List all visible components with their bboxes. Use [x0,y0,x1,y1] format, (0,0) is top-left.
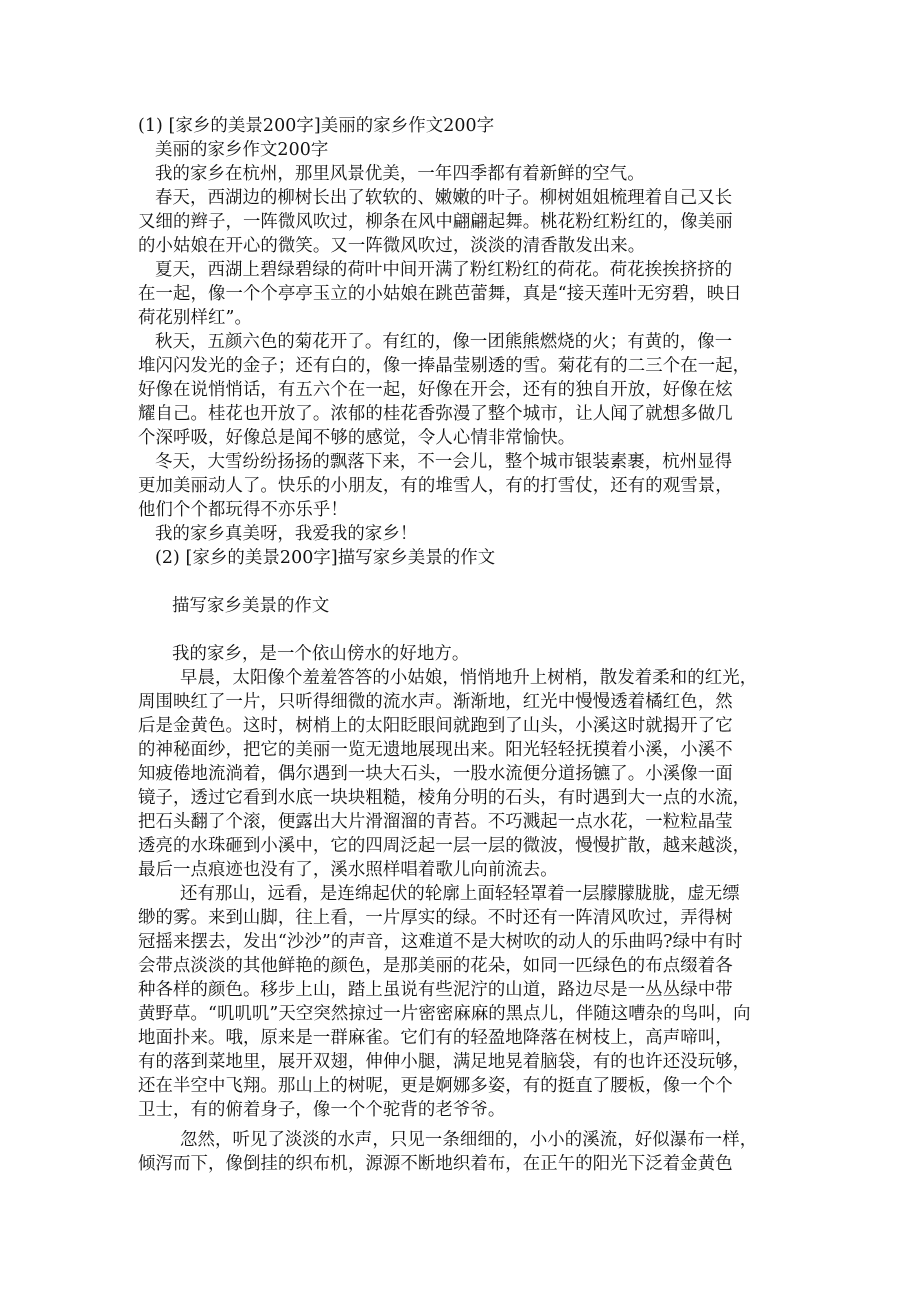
paragraph-line: 缈的雾。来到山脚，往上看，一片厚实的绿。不时还有一阵清风吹过，弄得树 [138,908,733,928]
paragraph-line: 冠摇来摆去，发出“沙沙”的声音，这难道不是大树吹的动人的乐曲吗?绿中有时 [138,932,743,952]
paragraph-line: 秋天，五颜六色的菊花开了。有红的，像一团熊熊燃烧的火；有黄的，像一 [155,332,733,352]
paragraph-line: 透亮的水珠砸到小溪中，它的四周泛起一层一层的微波，慢慢扩散，越来越淡， [138,836,751,856]
paragraph-line: 有的落到菜地里，展开双翅，伸伸小腿，满足地晃着脑袋，有的也许还没玩够， [138,1052,751,1072]
paragraph-line: 个深呼吸，好像总是闻不够的感觉，令人心情非常愉快。 [138,428,576,448]
paragraph-line: 地面扑来。哦，原来是一群麻雀。它们有的轻盈地降落在树枝上，高声啼叫， [138,1028,733,1048]
paragraph-line: 卫士，有的俯着身子，像一个个驼背的老爷爷。 [138,1100,506,1120]
paragraph-line: 周围映红了一片，只听得细微的流水声。渐渐地，红光中慢慢透着橘红色，然 [138,692,733,712]
paragraph-line: 又细的辫子，一阵微风吹过，柳条在风中翩翩起舞。桃花粉红粉红的，像美丽 [138,212,733,232]
paragraph-line: 知疲倦地流淌着，偶尔遇到一块大石头，一股水流便分道扬镳了。小溪像一面 [138,764,733,784]
section-1-title: 美丽的家乡作文200字 [155,140,329,160]
paragraph-line: 早晨，太阳像个羞羞答答的小姑娘，悄悄地升上树梢，散发着柔和的红光， [180,668,758,688]
paragraph-line: 黄野草。“叽叽叽”天空突然掠过一片密密麻麻的黑点儿，伴随这嘈杂的鸟叫，向 [138,1004,751,1024]
paragraph-line: 还有那山，远看，是连绵起伏的轮廓上面轻轻罩着一层朦朦胧胧，虚无缥 [180,884,740,904]
paragraph-line: 忽然，听见了淡淡的水声，只见一条细细的，小小的溪流，好似瀑布一样， [180,1130,758,1150]
paragraph-line: 荷花别样红”。 [138,308,252,328]
paragraph-line: 他们个个都玩得不亦乐乎！ [138,500,348,520]
paragraph-line: 把石头翻了个滚，便露出大片滑溜溜的青苔。不巧溅起一点水花，一粒粒晶莹 [138,812,733,832]
section-2-intro: 我的家乡，是一个依山傍水的好地方。 [172,644,470,664]
paragraph-line: 倾泻而下，像倒挂的织布机，源源不断地织着布，在正午的阳光下泛着金黄色 [138,1154,733,1174]
paragraph-line: 还在半空中飞翔。那山上的树呢，更是婀娜多姿，有的挺直了腰板，像一个个 [138,1076,733,1096]
section-1-heading: (1) [家乡的美景200字]美丽的家乡作文200字 [138,116,495,136]
paragraph-line: 种各样的颜色。移步上山，踏上虽说有些泥泞的山道，路边尽是一丛丛绿中带 [138,980,733,1000]
paragraph-line: 夏天，西湖上碧绿碧绿的荷叶中间开满了粉红粉红的荷花。荷花挨挨挤挤的 [155,260,733,280]
paragraph-line: 更加美丽动人了。快乐的小朋友，有的堆雪人，有的打雪仗，还有的观雪景， [138,476,733,496]
paragraph-line: 的小姑娘在开心的微笑。又一阵微风吹过，淡淡的清香散发出来。 [138,236,646,256]
paragraph-line: 我的家乡真美呀，我爱我的家乡！ [155,524,418,544]
paragraph-line: 会带点淡淡的其他鲜艳的颜色，是那美丽的花朵，如同一匹绿色的布点缀着各 [138,956,733,976]
paragraph-line: 堆闪闪发光的金子；还有白的，像一捧晶莹剔透的雪。菊花有的二三个在一起， [138,356,751,376]
paragraph-line: 最后一点痕迹也没有了，溪水照样唱着歌儿向前流去。 [138,860,558,880]
paragraph-line: 在一起，像一个个亭亭玉立的小姑娘在跳芭蕾舞，真是“接天莲叶无穷碧，映日 [138,284,742,304]
paragraph-line: 冬天，大雪纷纷扬扬的飘落下来，不一会儿，整个城市银装素裹，杭州显得 [155,452,733,472]
paragraph-line: 后是金黄色。这时，树梢上的太阳眨眼间就跑到了山头，小溪这时就揭开了它 [138,716,733,736]
paragraph-line: 的神秘面纱，把它的美丽一览无遗地展现出来。阳光轻轻抚摸着小溪，小溪不 [138,740,733,760]
section-2-title: 描写家乡美景的作文 [172,596,330,616]
paragraph-line: 好像在说悄悄话，有五六个在一起，好像在开会，还有的独自开放，好像在炫 [138,380,733,400]
paragraph-line: 春天，西湖边的柳树长出了软软的、嫩嫩的叶子。柳树姐姐梳理着自己又长 [155,188,733,208]
section-2-heading: (2) [家乡的美景200字]描写家乡美景的作文 [155,548,496,568]
paragraph-line: 我的家乡在杭州，那里风景优美，一年四季都有着新鲜的空气。 [155,164,645,184]
paragraph-line: 耀自己。桂花也开放了。浓郁的桂花香弥漫了整个城市，让人闻了就想多做几 [138,404,733,424]
paragraph-line: 镜子，透过它看到水底一块块粗糙，棱角分明的石头，有时遇到大一点的水流， [138,788,751,808]
